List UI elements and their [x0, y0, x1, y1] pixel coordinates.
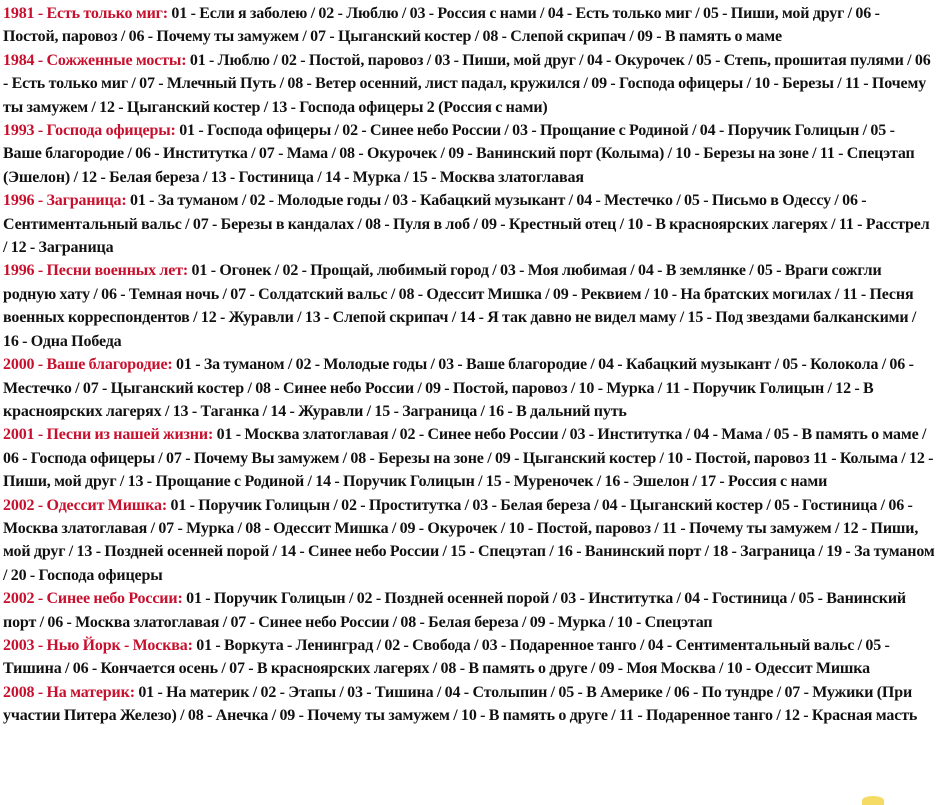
album-entry-1981	[3, 2, 935, 49]
album-entry-2000	[3, 353, 935, 423]
album-title: 2001 - Песни из нашей жизни:	[3, 426, 214, 444]
album-title: 1996 - Песни военных лет:	[3, 262, 189, 280]
track-list: 01 - Господа офицеры / 02 - Синее небо России / 03 - Прощание с Родиной / 04 - Поручик Голицын / 05 - Ваше благородие / 06 - Институтка / 07 - Мама / 08 - Окурочек / 09 - Ванинский порт (Колыма) / 10 - Березы на зоне / 11 - Спецэтап (Эшелон) / 12 - Белая береза / 13 - Гостиница / 14 - Мурка / 15 - Москва златоглавая	[3, 122, 915, 186]
album-entry-2003	[3, 634, 935, 681]
track-list: 01 - За туманом / 02 - Молодые годы / 03 - Кабацкий музыкант / 04 - Местечко / 05 - Письмо в Одессу / 06 - Сентиментальный вальс / 07 - Березы в кандалах / 08 - Пуля в лоб / 09 - Крестный отец / 10 - В красноярских лагерях / 11 - Расстрел / 12 - Заграница	[3, 192, 930, 257]
track-list: 01 - Люблю / 02 - Постой, паровоз / 03 - Пиши, мой друг / 04 - Окурочек / 05 - Степь, прошитая пулями / 06 - Есть только миг / 07 - Млечный Путь / 08 - Ветер осенний, лист падал, кружился / 09 - Господа офицеры / 10 - Березы / 11 - Почему ты замужем / 12 - Цыганский костер / 13 - Господа офицеры 2 (Россия с нами)	[3, 51, 931, 116]
album-title: 2008 - На материк:	[3, 683, 135, 701]
album-entry-1996-zagranica	[3, 189, 935, 259]
album-entry-1993	[3, 119, 935, 189]
album-title: 1996 - Заграница:	[3, 192, 127, 210]
track-list: 01 - Если я заболею / 02 - Люблю / 03 - Россия с нами / 04 - Есть только миг / 05 - Пиши, мой друг / 06 - Постой, паровоз / 06 - Почему ты замужем / 07 - Цыганский костер / 08 - Слепой скрипач / 09 - В память о маме	[3, 5, 880, 46]
album-entry-1984	[3, 49, 935, 119]
album-title: 1981 - Есть только миг:	[3, 5, 168, 22]
album-entry-2001	[3, 423, 935, 493]
album-entry-2002-odessit	[3, 494, 935, 588]
track-list: 01 - Огонек / 02 - Прощай, любимый город / 03 - Моя любимая / 04 - В землянке / 05 - Враги сожгли родную хату / 06 - Темная ночь / 07 - Солдатский вальс / 08 - Одессит Мишка / 09 - Реквием / 10 - На братских могилах / 11 - Песня военных корреспондентов / 12 - Журавли / 13 - Слепой скрипач / 14 - Я так давно не видел маму / 15 - Под звездами балканскими / 16 - Одна Победа	[3, 262, 917, 350]
track-list: 01 - Москва златоглавая / 02 - Синее небо России / 03 - Институтка / 04 - Мама / 05 - В память о маме / 06 - Господа офицеры / 07 - Почему Вы замужем / 08 - Березы на зоне / 09 - Цыганский костер / 10 - Постой, паровоз 11 - Колыма / 12 - Пиши, мой друг / 13 - Прощание с Родиной / 14 - Поручик Голицын / 15 - Муреночек / 16 - Эшелон / 17 - Россия с нами	[3, 426, 934, 491]
album-entry-1996-voennye	[3, 259, 935, 353]
decorative-spot	[862, 796, 884, 805]
track-list: 01 - Поручик Голицын / 02 - Проститутка / 03 - Белая береза / 04 - Цыганский костер / 05 - Гостиница / 06 - Москва златоглавая / 07 - Мурка / 08 - Одессит Мишка / 09 - Окурочек / 10 - Постой, паровоз / 11 - Почему ты замужем / 12 - Пиши, мой друг / 13 - Поздней осенней порой / 14 - Синее небо России / 15 - Спецэтап / 16 - Ванинский порт / 18 - Заграница / 19 - За туманом / 20 - Господа офицеры	[3, 496, 935, 584]
album-title: 2002 - Одессит Мишка:	[3, 496, 168, 514]
track-list: 01 - Воркута - Ленинград / 02 - Свобода / 03 - Подаренное танго / 04 - Сентиментальный вальс / 05 - Тишина / 06 - Кончается осень / 07 - В красноярских лагерях / 08 - В память о друге / 09 - Моя Москва / 10 - Одессит Мишка	[3, 636, 890, 678]
track-list: 01 - Поручик Голицын / 02 - Поздней осенней порой / 03 - Институтка / 04 - Гостиница / 05 - Ванинский порт / 06 - Москва златоглавая / 07 - Синее небо России / 08 - Белая береза / 09 - Мурка / 10 - Спецэтап	[3, 590, 906, 631]
album-title: 1993 - Господа офицеры:	[3, 122, 176, 140]
album-title: 2003 - Нью Йорк - Москва:	[3, 636, 193, 654]
album-title: 2002 - Синее небо России:	[3, 590, 183, 608]
album-entry-2008	[3, 681, 935, 728]
track-list: 01 - На материк / 02 - Этапы / 03 - Тишина / 04 - Столыпин / 05 - В Америке / 06 - По тундре / 07 - Мужики (При участии Питера Железо) / 08 - Анечка / 09 - Почему ты замужем / 10 - В память о друге / 11 - Подаренное танго / 12 - Красная масть	[3, 683, 918, 725]
track-list: 01 - За туманом / 02 - Молодые годы / 03 - Ваше благородие / 04 - Кабацкий музыкант / 05 - Колокола / 06 - Местечко / 07 - Цыганский костер / 08 - Синее небо России / 09 - Постой, паровоз / 10 - Мурка / 11 - Поручик Голицын / 12 - В красноярских лагерях / 13 - Таганка / 14 - Журавли / 15 - Заграница / 16 - В дальний путь	[3, 356, 914, 420]
album-title: 2000 - Ваше благородие:	[3, 356, 173, 374]
album-title: 1984 - Сожженные мосты:	[3, 51, 187, 69]
album-entry-2002-sinee-nebo	[3, 587, 935, 634]
